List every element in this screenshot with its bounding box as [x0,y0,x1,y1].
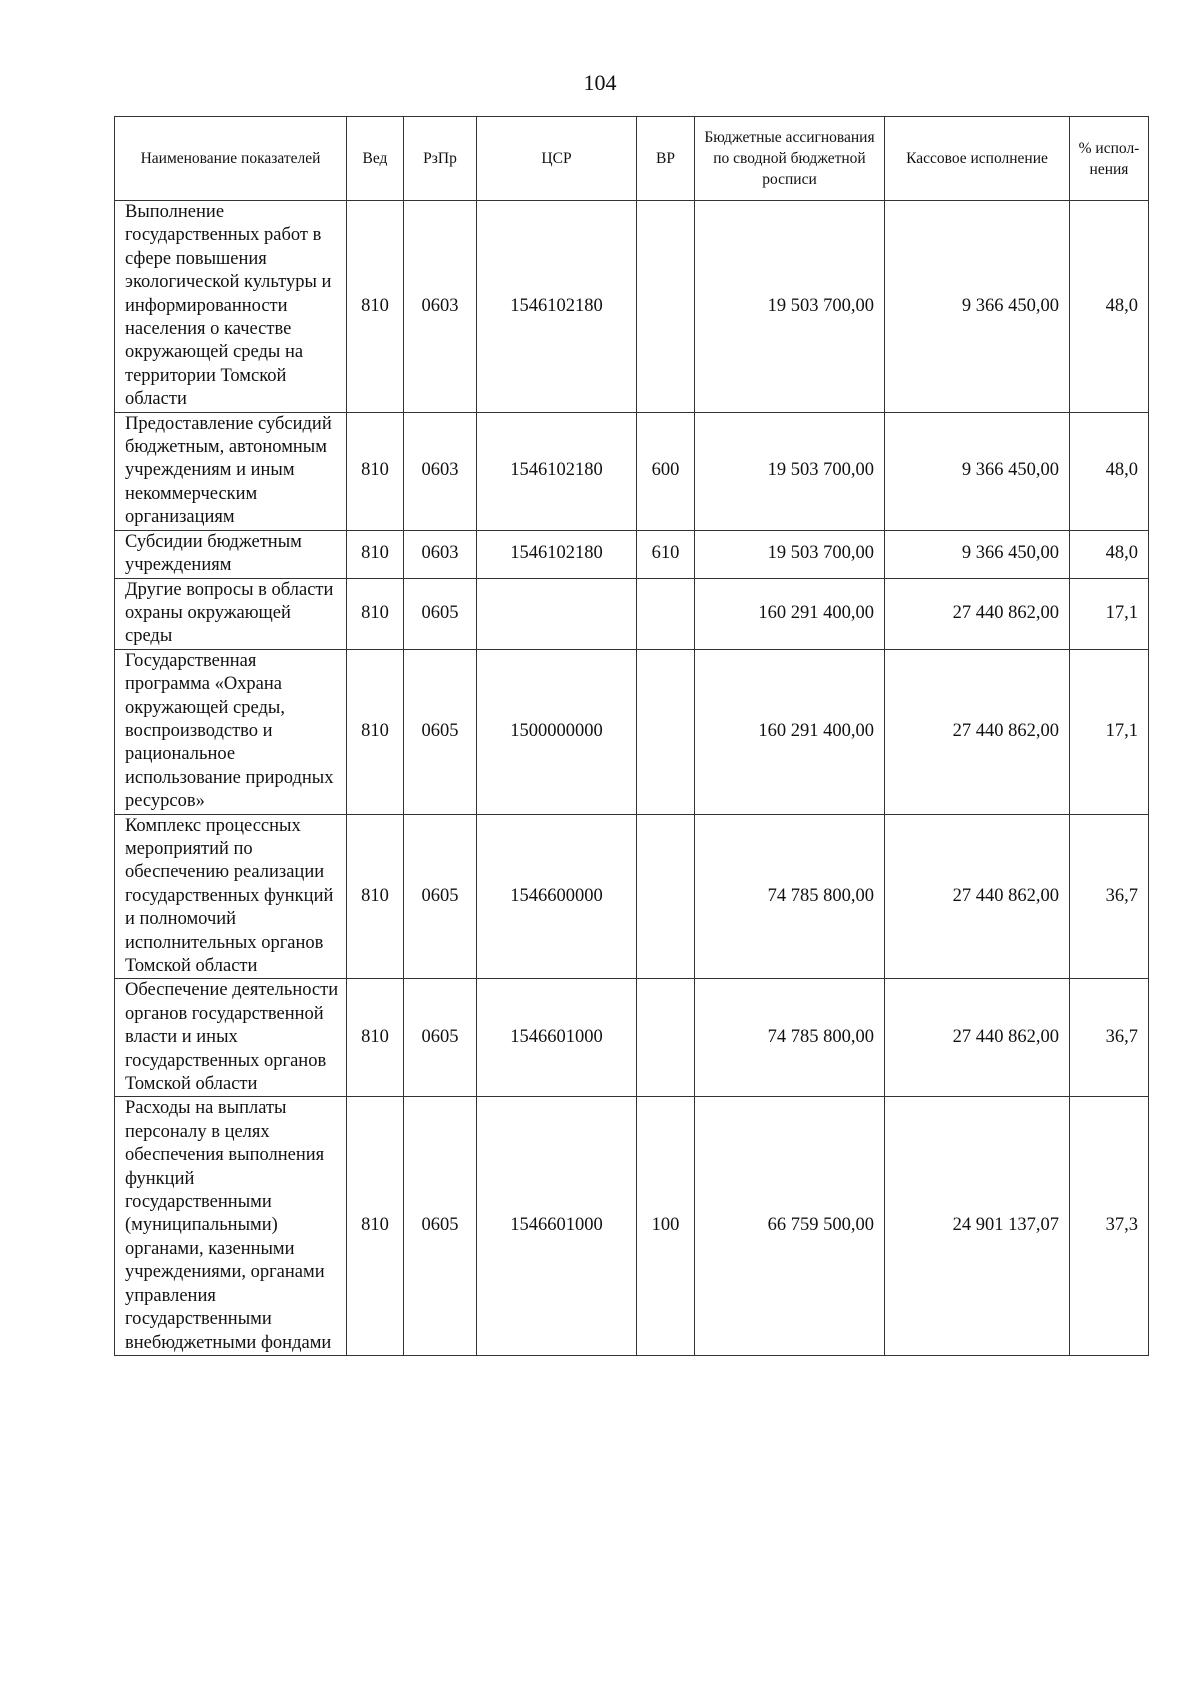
row-percent: 36,7 [1070,979,1149,1097]
table-row [115,201,1149,413]
table-row [115,412,1149,530]
row-vr [637,201,695,413]
row-ved: 810 [347,412,404,530]
row-name: Выполнение государственных работ в сфере повышения экологической культуры и информированности населения о качестве окружающей среды на территории Томской области [115,201,347,413]
table-row [115,979,1149,1097]
row-ved: 810 [347,814,404,979]
row-budget: 66 759 500,00 [695,1097,885,1355]
row-name: Государственная программа «Охрана окружающей среды, воспроизводство и рациональное использование природных ресурсов» [115,649,347,814]
row-vr [637,979,695,1097]
row-csr: 1546601000 [477,1097,637,1355]
row-ved: 810 [347,530,404,578]
row-rzpr: 0605 [404,1097,477,1355]
table-row [115,649,1149,814]
row-vr: 100 [637,1097,695,1355]
row-cash: 27 440 862,00 [885,578,1070,649]
row-rzpr: 0603 [404,412,477,530]
row-csr: 1546601000 [477,979,637,1097]
row-cash: 9 366 450,00 [885,201,1070,413]
row-budget: 74 785 800,00 [695,979,885,1097]
row-rzpr: 0605 [404,578,477,649]
table-row [115,530,1149,578]
row-cash: 27 440 862,00 [885,649,1070,814]
row-rzpr: 0603 [404,201,477,413]
row-cash: 24 901 137,07 [885,1097,1070,1355]
row-cash: 27 440 862,00 [885,814,1070,979]
budget-table [114,116,1149,1356]
row-vr [637,578,695,649]
row-name: Субсидии бюджетным учреждениям [115,530,347,578]
row-vr: 600 [637,412,695,530]
page-number: 104 [583,70,617,95]
row-csr [477,578,637,649]
row-csr: 1546102180 [477,412,637,530]
row-ved: 810 [347,979,404,1097]
row-budget: 160 291 400,00 [695,578,885,649]
row-budget: 19 503 700,00 [695,201,885,413]
row-vr: 610 [637,530,695,578]
row-csr: 1500000000 [477,649,637,814]
row-ved: 810 [347,201,404,413]
row-ved: 810 [347,649,404,814]
row-ved: 810 [347,1097,404,1355]
row-csr: 1546102180 [477,201,637,413]
row-csr: 1546102180 [477,530,637,578]
row-vr [637,814,695,979]
column-header-budget: Бюджетные ассигнования по сводной бюджетной росписи [695,117,885,201]
row-budget: 74 785 800,00 [695,814,885,979]
row-cash: 27 440 862,00 [885,979,1070,1097]
table-row [115,1097,1149,1355]
row-percent: 17,1 [1070,578,1149,649]
row-name: Комплекс процессных мероприятий по обеспечению реализации государственных функций и полномочий исполнительных органов Томской области [115,814,347,979]
row-percent: 36,7 [1070,814,1149,979]
table-row [115,578,1149,649]
row-rzpr: 0605 [404,814,477,979]
row-percent: 48,0 [1070,412,1149,530]
row-rzpr: 0603 [404,530,477,578]
row-rzpr: 0605 [404,649,477,814]
row-budget: 160 291 400,00 [695,649,885,814]
row-percent: 48,0 [1070,201,1149,413]
column-header-percent: % испол-нения [1070,117,1149,201]
column-header-cash: Кассовое исполнение [885,117,1070,201]
row-csr: 1546600000 [477,814,637,979]
row-percent: 37,3 [1070,1097,1149,1355]
row-percent: 17,1 [1070,649,1149,814]
column-header-csr: ЦСР [477,117,637,201]
row-vr [637,649,695,814]
row-rzpr: 0605 [404,979,477,1097]
column-header-name: Наименование показателей [115,117,347,201]
row-name: Расходы на выплаты персоналу в целях обеспечения выполнения функций государственными (муниципальными) органами, казенными учреждениями, органами управления государственными внебюджетными фондами [115,1097,347,1355]
row-name: Предоставление субсидий бюджетным, автономным учреждениям и иным некоммерческим организациям [115,412,347,530]
row-name: Обеспечение деятельности органов государственной власти и иных государственных органов Томской области [115,979,347,1097]
row-percent: 48,0 [1070,530,1149,578]
table-row [115,814,1149,979]
row-name: Другие вопросы в области охраны окружающей среды [115,578,347,649]
row-budget: 19 503 700,00 [695,412,885,530]
row-cash: 9 366 450,00 [885,530,1070,578]
column-header-vr: ВР [637,117,695,201]
column-header-ved: Вед [347,117,404,201]
row-cash: 9 366 450,00 [885,412,1070,530]
column-header-rzpr: РзПр [404,117,477,201]
header-row [115,117,1149,201]
row-ved: 810 [347,578,404,649]
row-budget: 19 503 700,00 [695,530,885,578]
